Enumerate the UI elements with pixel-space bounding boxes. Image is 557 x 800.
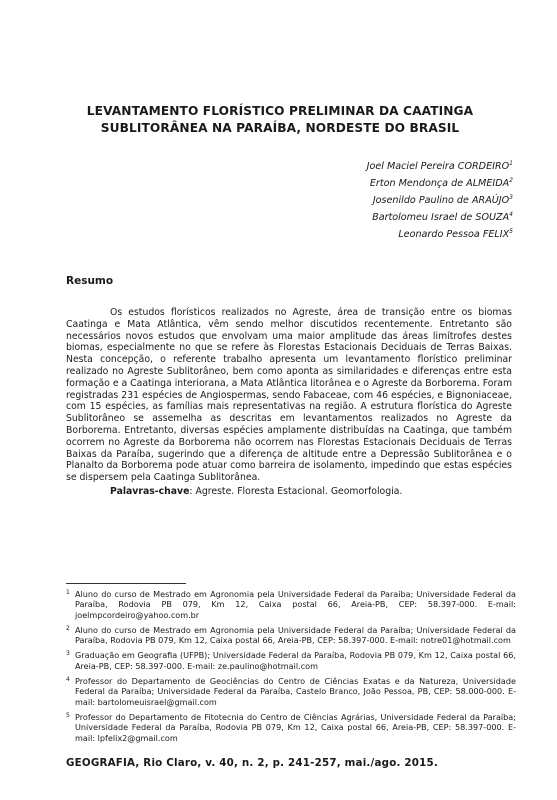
footnote	[66, 650, 516, 671]
author-footnote-marker: 4	[509, 211, 513, 218]
author-name: Erton Mendonça de ALMEIDA	[369, 178, 510, 189]
article-title: LEVANTAMENTO FLORÍSTICO PRELIMINAR DA CAATINGA SUBLITORÂNEA NA PARAÍBA, NORDESTE DO BRASIL	[86, 104, 474, 135]
footnote-number: 1	[66, 589, 70, 596]
footnote	[66, 712, 516, 743]
keywords	[110, 486, 402, 497]
author-name: Bartolomeu Israel de SOUZA	[372, 212, 510, 223]
footnote-number: 2	[66, 624, 70, 632]
author	[367, 223, 513, 240]
footnote-text: Graduação em Geografia (UFPB); Universidade Federal da Paraíba, Rodovia PB 079, Km 12, Caixa postal 66, Areia-PB, CEP: 58.397-000. E-mail: ze.paulino@hotmail.com	[75, 650, 516, 671]
journal-citation: GEOGRAFIA, Rio Claro, v. 40, n. 2, p. 241-257, mai./ago. 2015.	[66, 757, 438, 769]
footnote-text: Professor do Departamento de Geociências do Centro de Ciências Exatas e da Natureza, Universidade Federal da Paraíba; Universidade Federal da Paraíba, Castelo Branco, João Pessoa, PB, CEP: 58.000-000. E-mail: bartolomeuisrael@gmail.com	[75, 676, 516, 707]
footnote-number: 3	[66, 650, 70, 658]
footnote-number: 4	[66, 676, 70, 684]
footnote-number: 5	[66, 711, 70, 719]
footnote-text: Aluno do curso de Mestrado em Agronomia pela Universidade Federal da Paraíba; Universidade Federal da Paraíba, Rodovia PB 079, Km 12, Caixa postal 66, Areia-PB, CEP: 58.397-000. E-mail: joelmpcordeiro@yahoo.com.br	[75, 589, 516, 620]
abstract-heading: Resumo	[66, 275, 114, 287]
author	[367, 155, 513, 172]
author	[367, 206, 513, 223]
abstract-text: Os estudos florísticos realizados no Agreste, área de transição entre os biomas Caatinga e Mata Atlântica, vêm sendo melhor discutidos recentemente. Entretanto são necessários novos estudos que envolvam uma maior amplitude das áreas limítrofes destes biomas, especialmente no que se refere às Florestas Estacionais Deciduais de Terras Baixas. Nesta concepção, o referente trabalho apresenta um levantamento florístico preliminar realizado no Agreste Sublitorâneo, bem como aponta as similaridades e diferenças entre esta formação e a Caatinga interiorana, a Mata Atlântica litorânea e o Agreste da Borborema. Foram registradas 231 espécies de Angiospermas, sendo Fabaceae, com 46 espécies, e Bignoniaceae, com 15 espécies, as famílias mais representativas na região. A estrutura florística do Agreste Sublitorâneo se assemelha as descritas em levantamentos realizados no Agreste da Borborema. Entretanto, diversas espécies amplamente distribuídas na Caatinga, que também ocorrem no Agreste da Borborema não ocorrem nas Florestas Estacionais Deciduais de Terras Baixas da Paraíba, sugerindo que a diferença de altitude entre a Depressão Sublitorânea e o Planalto da Borborema pode atuar como barreira de isolamento, impedindo que estas espécies se dispersem pela Caatinga Sublitorânea.	[66, 307, 513, 484]
footnote	[66, 676, 516, 707]
footnotes	[66, 589, 516, 748]
author-name: Joel Maciel Pereira CORDEIRO	[366, 161, 510, 172]
author-footnote-marker: 2	[509, 177, 513, 184]
author	[367, 172, 513, 189]
footnote-text: Aluno do curso de Mestrado em Agronomia pela Universidade Federal da Paraíba; Universidade Federal da Paraíba, Rodovia PB 079, Km 12, Caixa postal 66, Areia-PB, CEP: 58.397-000. E-mail: notre01@hotmail.com	[75, 624, 516, 646]
footnote	[66, 589, 516, 620]
author-name: Josenildo Paulino de ARAÚJO	[372, 195, 510, 206]
author-footnote-marker: 1	[509, 160, 513, 167]
keywords-list: : Agreste. Floresta Estacional. Geomorfologia.	[189, 486, 403, 497]
footnote-divider	[66, 583, 186, 584]
footnote	[66, 625, 516, 646]
footnote-text: Professor do Departamento de Fitotecnia do Centro de Ciências Agrárias, Universidade Federal da Paraíba; Universidade Federal da Paraíba, Rodovia PB 079, Km 12, Caixa postal 66, Areia-PB, CEP: 58.397-000. E-mail: lpfelix2@gmail.com	[75, 711, 516, 743]
author-footnote-marker: 3	[509, 194, 513, 201]
author-footnote-marker: 5	[509, 228, 513, 235]
author-list	[367, 155, 513, 240]
keywords-label: Palavras-chave	[110, 486, 190, 497]
author	[367, 189, 513, 206]
author-name: Leonardo Pessoa FELIX	[398, 229, 510, 240]
